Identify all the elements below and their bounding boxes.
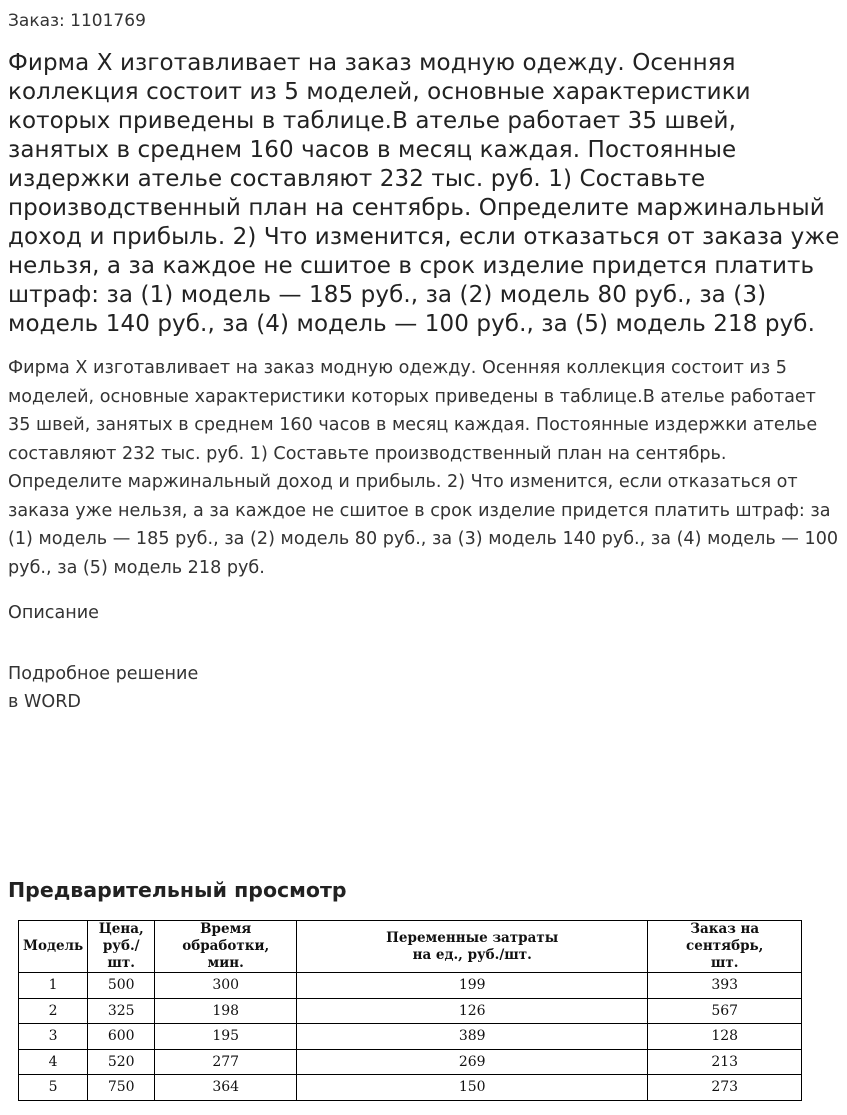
description-heading: Описание xyxy=(8,603,100,623)
table-header-row xyxy=(19,921,802,973)
header-september-order xyxy=(648,921,802,973)
cell-september-order: 273 xyxy=(648,1075,802,1101)
cell-price: 750 xyxy=(88,1075,155,1101)
preview-table xyxy=(18,920,802,1101)
header-variable-costs-line-1: Переменные затраты xyxy=(386,929,559,946)
task-title: Фирма X изготавливает на заказ модную одежду. Осенняя коллекция состоит из 5 моделей, основные характеристики которых приведены в таблице.В ателье работает 35 швей, занятых в среднем 160 часов в месяц каждая. Постоянные издержки ателье составляют 232 тыс. руб. 1) Составьте производственный план на сентябрь. Определите маржинальный доход и прибыль. 2) Что изменится, если отказаться от заказа уже нельзя, а за каждое не сшитое в срок изделие придется платить штраф: за (1) модель — 185 руб., за (2) модель 80 руб., за (3) модель 140 руб., за (4) модель — 100 руб., за (5) модель 218 руб. xyxy=(8,50,840,337)
cell-model: 1 xyxy=(19,973,88,999)
cell-price: 325 xyxy=(88,998,155,1024)
cell-time: 277 xyxy=(155,1049,297,1075)
cell-variable-costs: 389 xyxy=(297,1024,648,1050)
header-time-line-2: мин. xyxy=(207,955,244,971)
cell-model: 4 xyxy=(19,1049,88,1075)
cell-variable-costs: 269 xyxy=(297,1049,648,1075)
header-model xyxy=(19,921,88,973)
cell-time: 300 xyxy=(155,973,297,999)
table-row xyxy=(19,998,802,1024)
header-model-text: Модель xyxy=(23,938,84,954)
cell-september-order: 128 xyxy=(648,1024,802,1050)
cell-september-order: 567 xyxy=(648,998,802,1024)
header-price-line-2: руб./шт. xyxy=(102,938,140,971)
cell-price: 600 xyxy=(88,1024,155,1050)
cell-september-order: 393 xyxy=(648,973,802,999)
header-variable-costs xyxy=(297,921,648,973)
header-price-line-1: Цена, xyxy=(98,921,144,937)
cell-september-order: 213 xyxy=(648,1049,802,1075)
table-row xyxy=(19,973,802,999)
header-variable-costs-line-2: на ед., руб./шт. xyxy=(412,946,532,963)
cell-time: 195 xyxy=(155,1024,297,1050)
table-row xyxy=(19,1049,802,1075)
cell-time: 364 xyxy=(155,1075,297,1101)
cell-variable-costs: 150 xyxy=(297,1075,648,1101)
table-row xyxy=(19,1075,802,1101)
cell-time: 198 xyxy=(155,998,297,1024)
cell-model: 3 xyxy=(19,1024,88,1050)
cell-variable-costs: 126 xyxy=(297,998,648,1024)
header-time-line-1: Время обработки, xyxy=(182,921,270,954)
table-row xyxy=(19,1024,802,1050)
task-description: Фирма X изготавливает на заказ модную одежду. Осенняя коллекция состоит из 5 моделей, основные характеристики которых приведены в таблице.В ателье работает 35 швей, занятых в среднем 160 часов в месяц каждая. Постоянные издержки ателье составляют 232 тыс. руб. 1) Составьте производственный план на сентябрь. Определите маржинальный доход и прибыль. 2) Что изменится, если отказаться от заказа уже нельзя, а за каждое не сшитое в срок изделие придется платить штраф: за (1) модель — 185 руб., за (2) модель 80 руб., за (3) модель 140 руб., за (4) модель — 100 руб., за (5) модель 218 руб. xyxy=(8,358,839,578)
page xyxy=(8,0,840,1096)
cell-price: 500 xyxy=(88,973,155,999)
solution-note xyxy=(8,660,840,716)
preview-heading: Предварительный просмотр xyxy=(8,878,347,902)
header-september-order-line-1: Заказ на сентябрь, xyxy=(686,921,764,954)
cell-price: 520 xyxy=(88,1049,155,1075)
cell-variable-costs: 199 xyxy=(297,973,648,999)
header-time xyxy=(155,921,297,973)
header-price xyxy=(88,921,155,973)
order-number: Заказ: 1101769 xyxy=(8,11,146,31)
header-september-order-line-2: шт. xyxy=(710,955,739,971)
cell-model: 5 xyxy=(19,1075,88,1101)
solution-line-1: Подробное решение xyxy=(8,664,199,684)
cell-model: 2 xyxy=(19,998,88,1024)
solution-line-2: в WORD xyxy=(8,692,81,712)
